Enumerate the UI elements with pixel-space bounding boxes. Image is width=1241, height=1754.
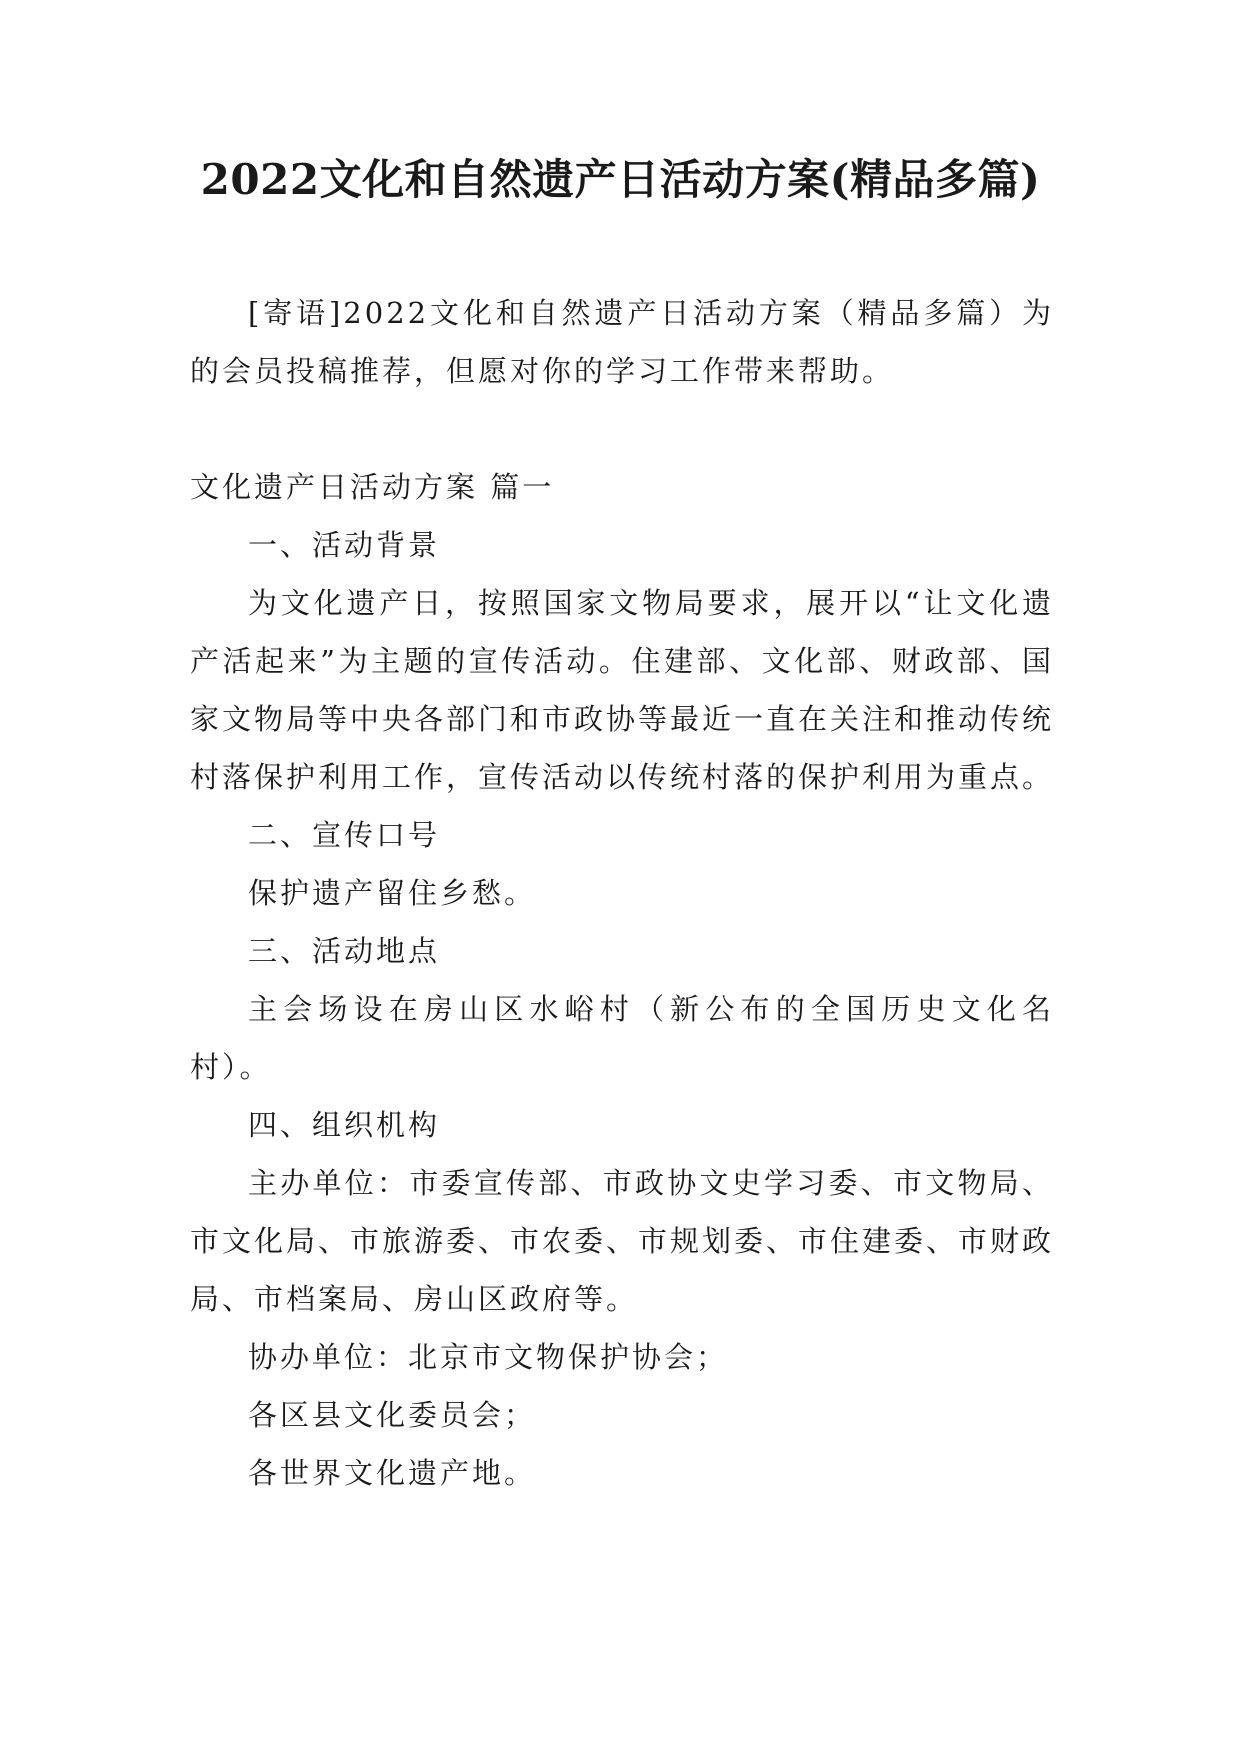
section-heading: 文化遗产日活动方案 篇一 (190, 470, 555, 504)
heading-slogan: 二、宣传口号 (248, 818, 441, 852)
paragraph-co-organizers: 协办单位：北京市文物保护协会； (248, 1340, 729, 1374)
heading-activity-background: 一、活动背景 (248, 528, 441, 562)
paragraph-venue: 主会场设在房山区水峪村（新公布的全国历史文化名村）。 (190, 992, 1054, 1084)
document-title: 2022文化和自然遗产日活动方案(精品多篇) (200, 155, 1041, 204)
paragraph-organizers: 主办单位：市委宣传部、市政协文史学习委、市文物局、市文化局、市旅游委、市农委、市规划委、市住建委、市财政局、市档案局、房山区政府等。 (190, 1166, 1055, 1316)
paragraph-slogan: 保护遗产留住乡愁。 (248, 876, 537, 910)
intro-paragraph: [寄语]2022文化和自然遗产日活动方案（精品多篇）为的会员投稿推荐，但愿对你的学习工作带来帮助。 (190, 296, 1054, 388)
paragraph-background: 为文化遗产日，按照国家文物局要求，展开以“让文化遗产活起来”为主题的宣传活动。住建部、文化部、财政部、国家文物局等中央各部门和市政协等最近一直在关注和推动传统村落保护利用工作，宣传活动以传统村落的保护利用为重点。 (190, 586, 1055, 794)
document-body (190, 284, 1054, 1502)
paragraph-spacer (190, 400, 1054, 458)
paragraph-district-committees: 各区县文化委员会； (248, 1398, 537, 1432)
paragraph-heritage-sites: 各世界文化遗产地。 (248, 1456, 537, 1490)
heading-venue: 三、活动地点 (248, 934, 441, 968)
heading-organization: 四、组织机构 (248, 1108, 441, 1142)
